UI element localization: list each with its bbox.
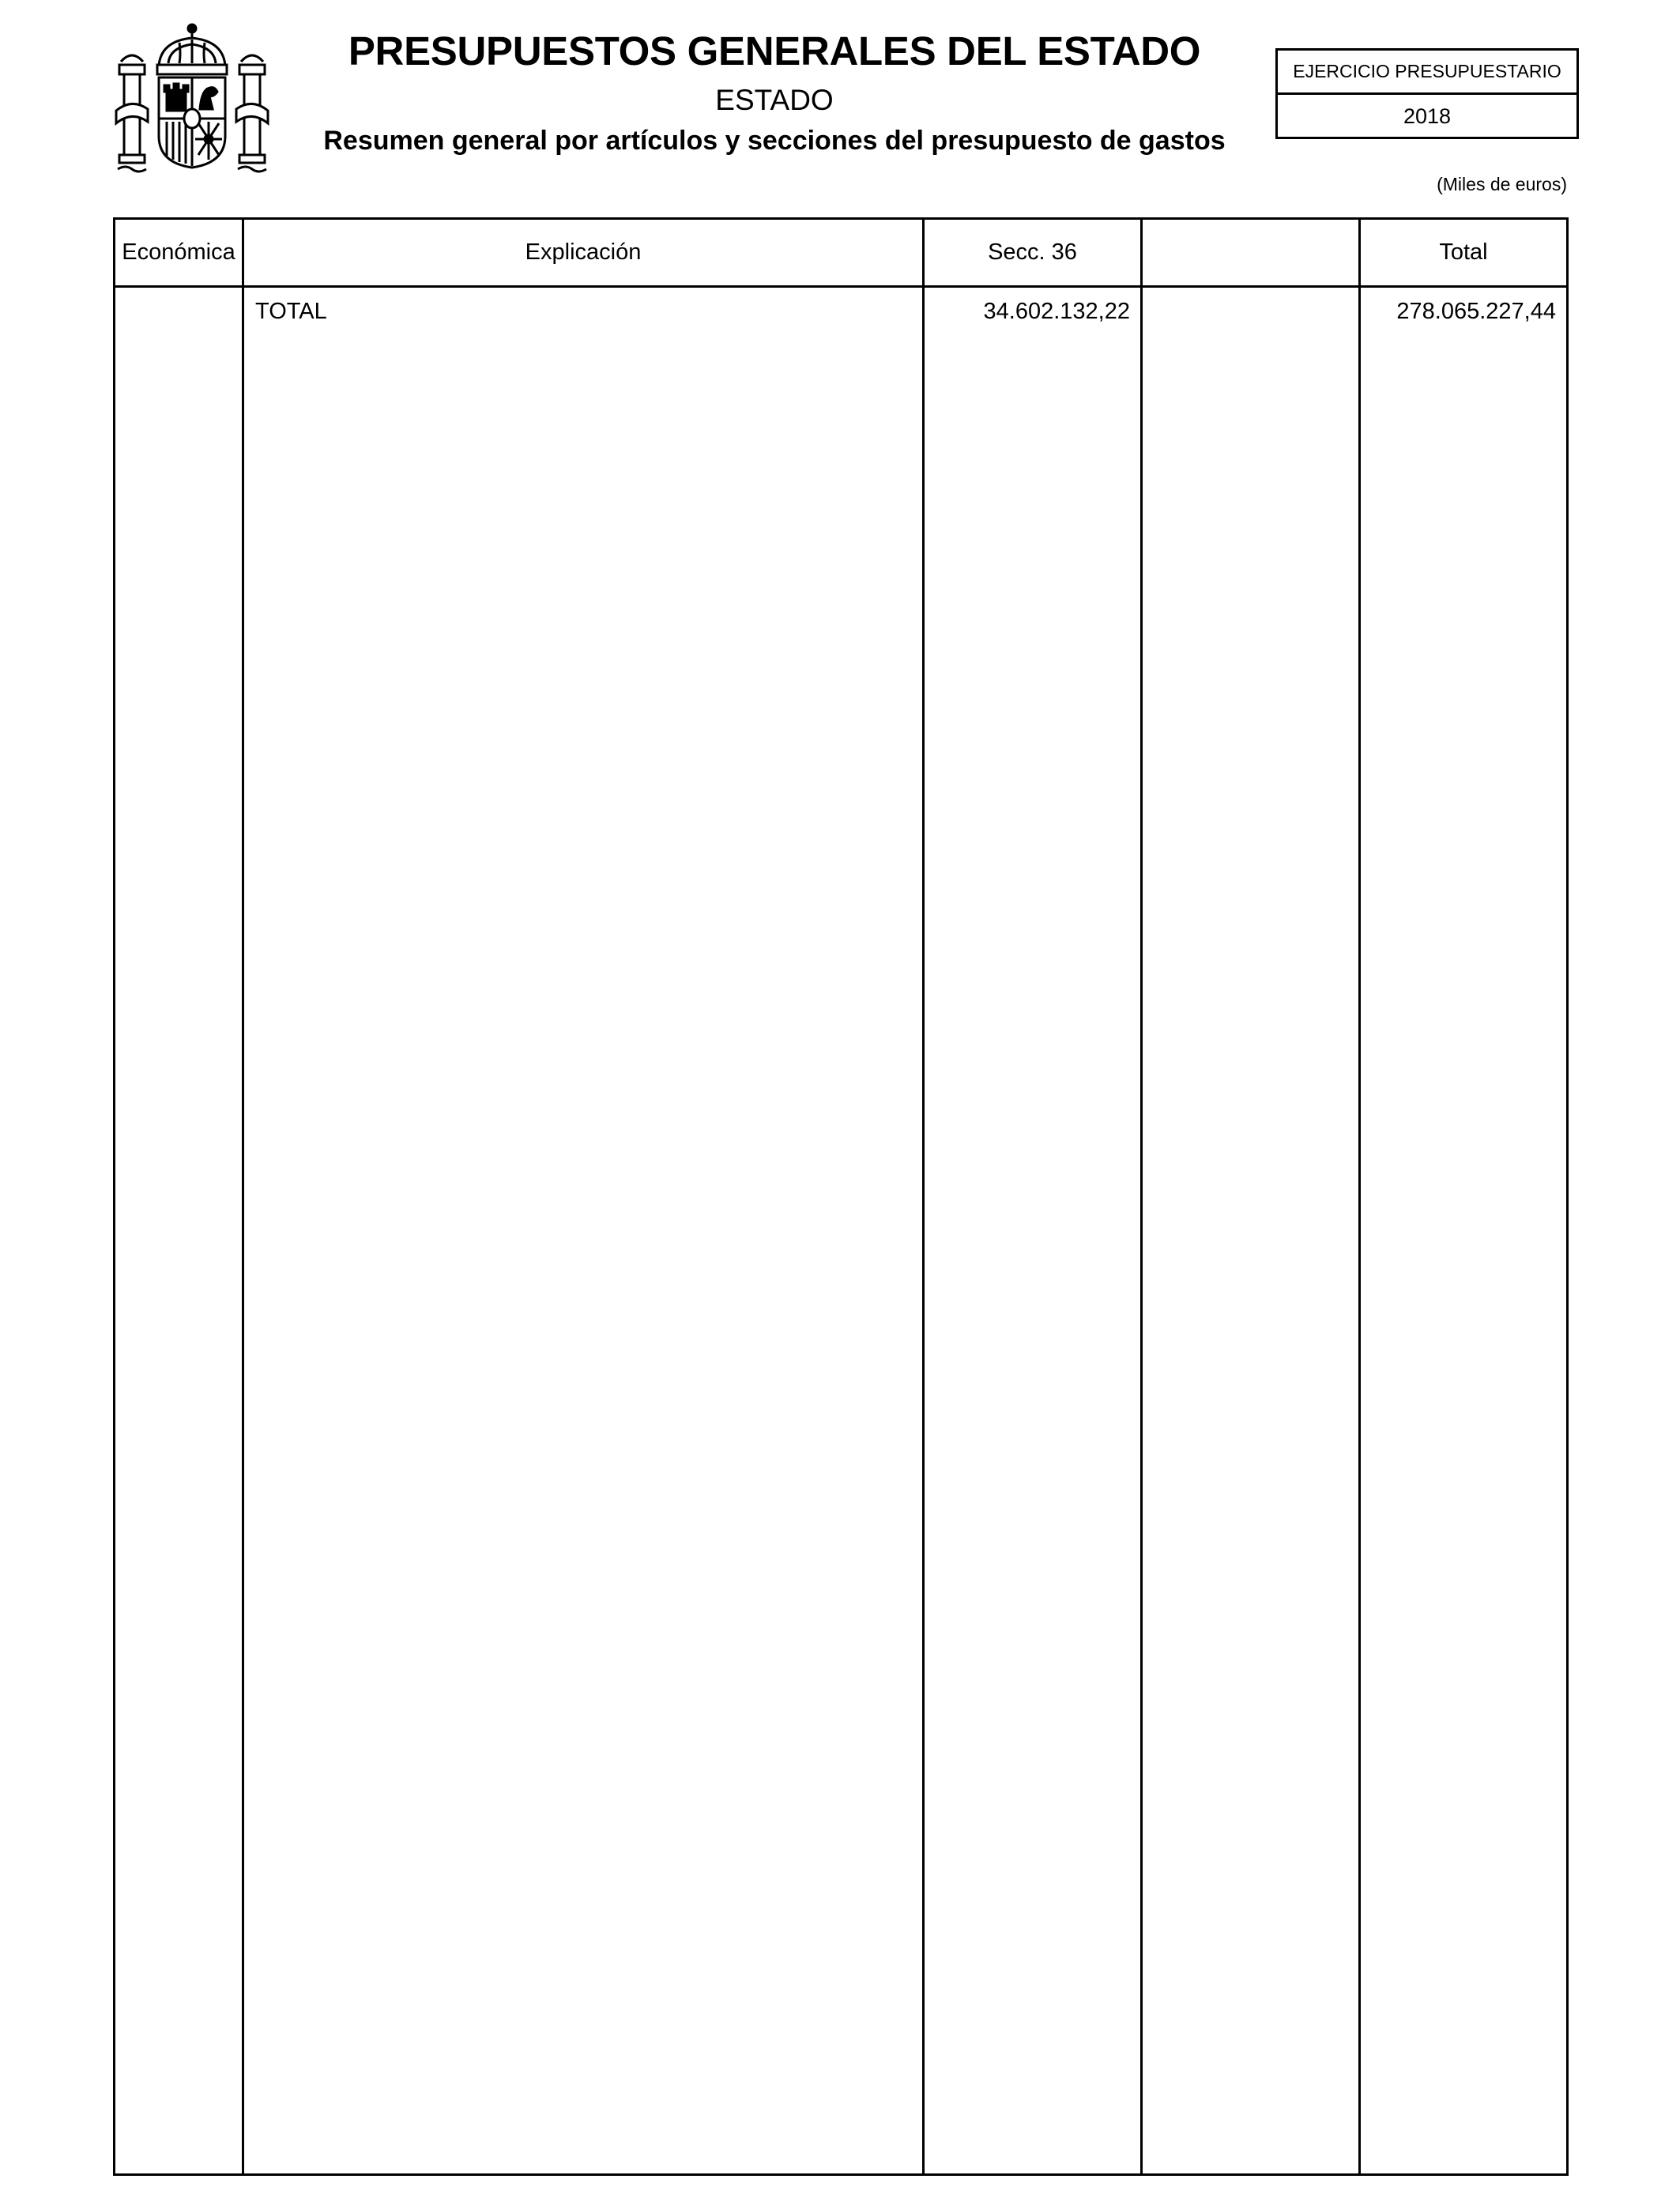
document-title: PRESUPUESTOS GENERALES DEL ESTADO (348, 28, 1201, 74)
header-total: Total (1439, 239, 1488, 265)
cell-secc-36: 34.602.132,22 (983, 299, 1130, 324)
header-explicacion: Explicación (525, 239, 642, 265)
header-blank (1143, 220, 1358, 285)
header-economica: Económica (122, 239, 235, 265)
document-subtitle: ESTADO (715, 84, 834, 116)
budget-table (113, 217, 1569, 2176)
cell-explicacion: TOTAL (255, 299, 327, 324)
header-divider (115, 285, 1566, 288)
column-divider (1140, 220, 1143, 2173)
document-description: Resumen general por artículos y secciones del presupuesto de gastos (323, 126, 1226, 156)
column-divider (242, 220, 244, 2173)
column-divider (1358, 220, 1361, 2173)
units-note: (Miles de euros) (1437, 174, 1567, 194)
fiscal-year-label: EJERCICIO PRESUPUESTARIO (1278, 51, 1576, 95)
column-divider (922, 220, 925, 2173)
header-secc-36: Secc. 36 (988, 239, 1077, 265)
fiscal-year-box (1275, 48, 1579, 139)
coat-of-arms-icon (113, 17, 271, 175)
cell-total: 278.065.227,44 (1396, 299, 1556, 324)
fiscal-year-value: 2018 (1403, 104, 1452, 128)
